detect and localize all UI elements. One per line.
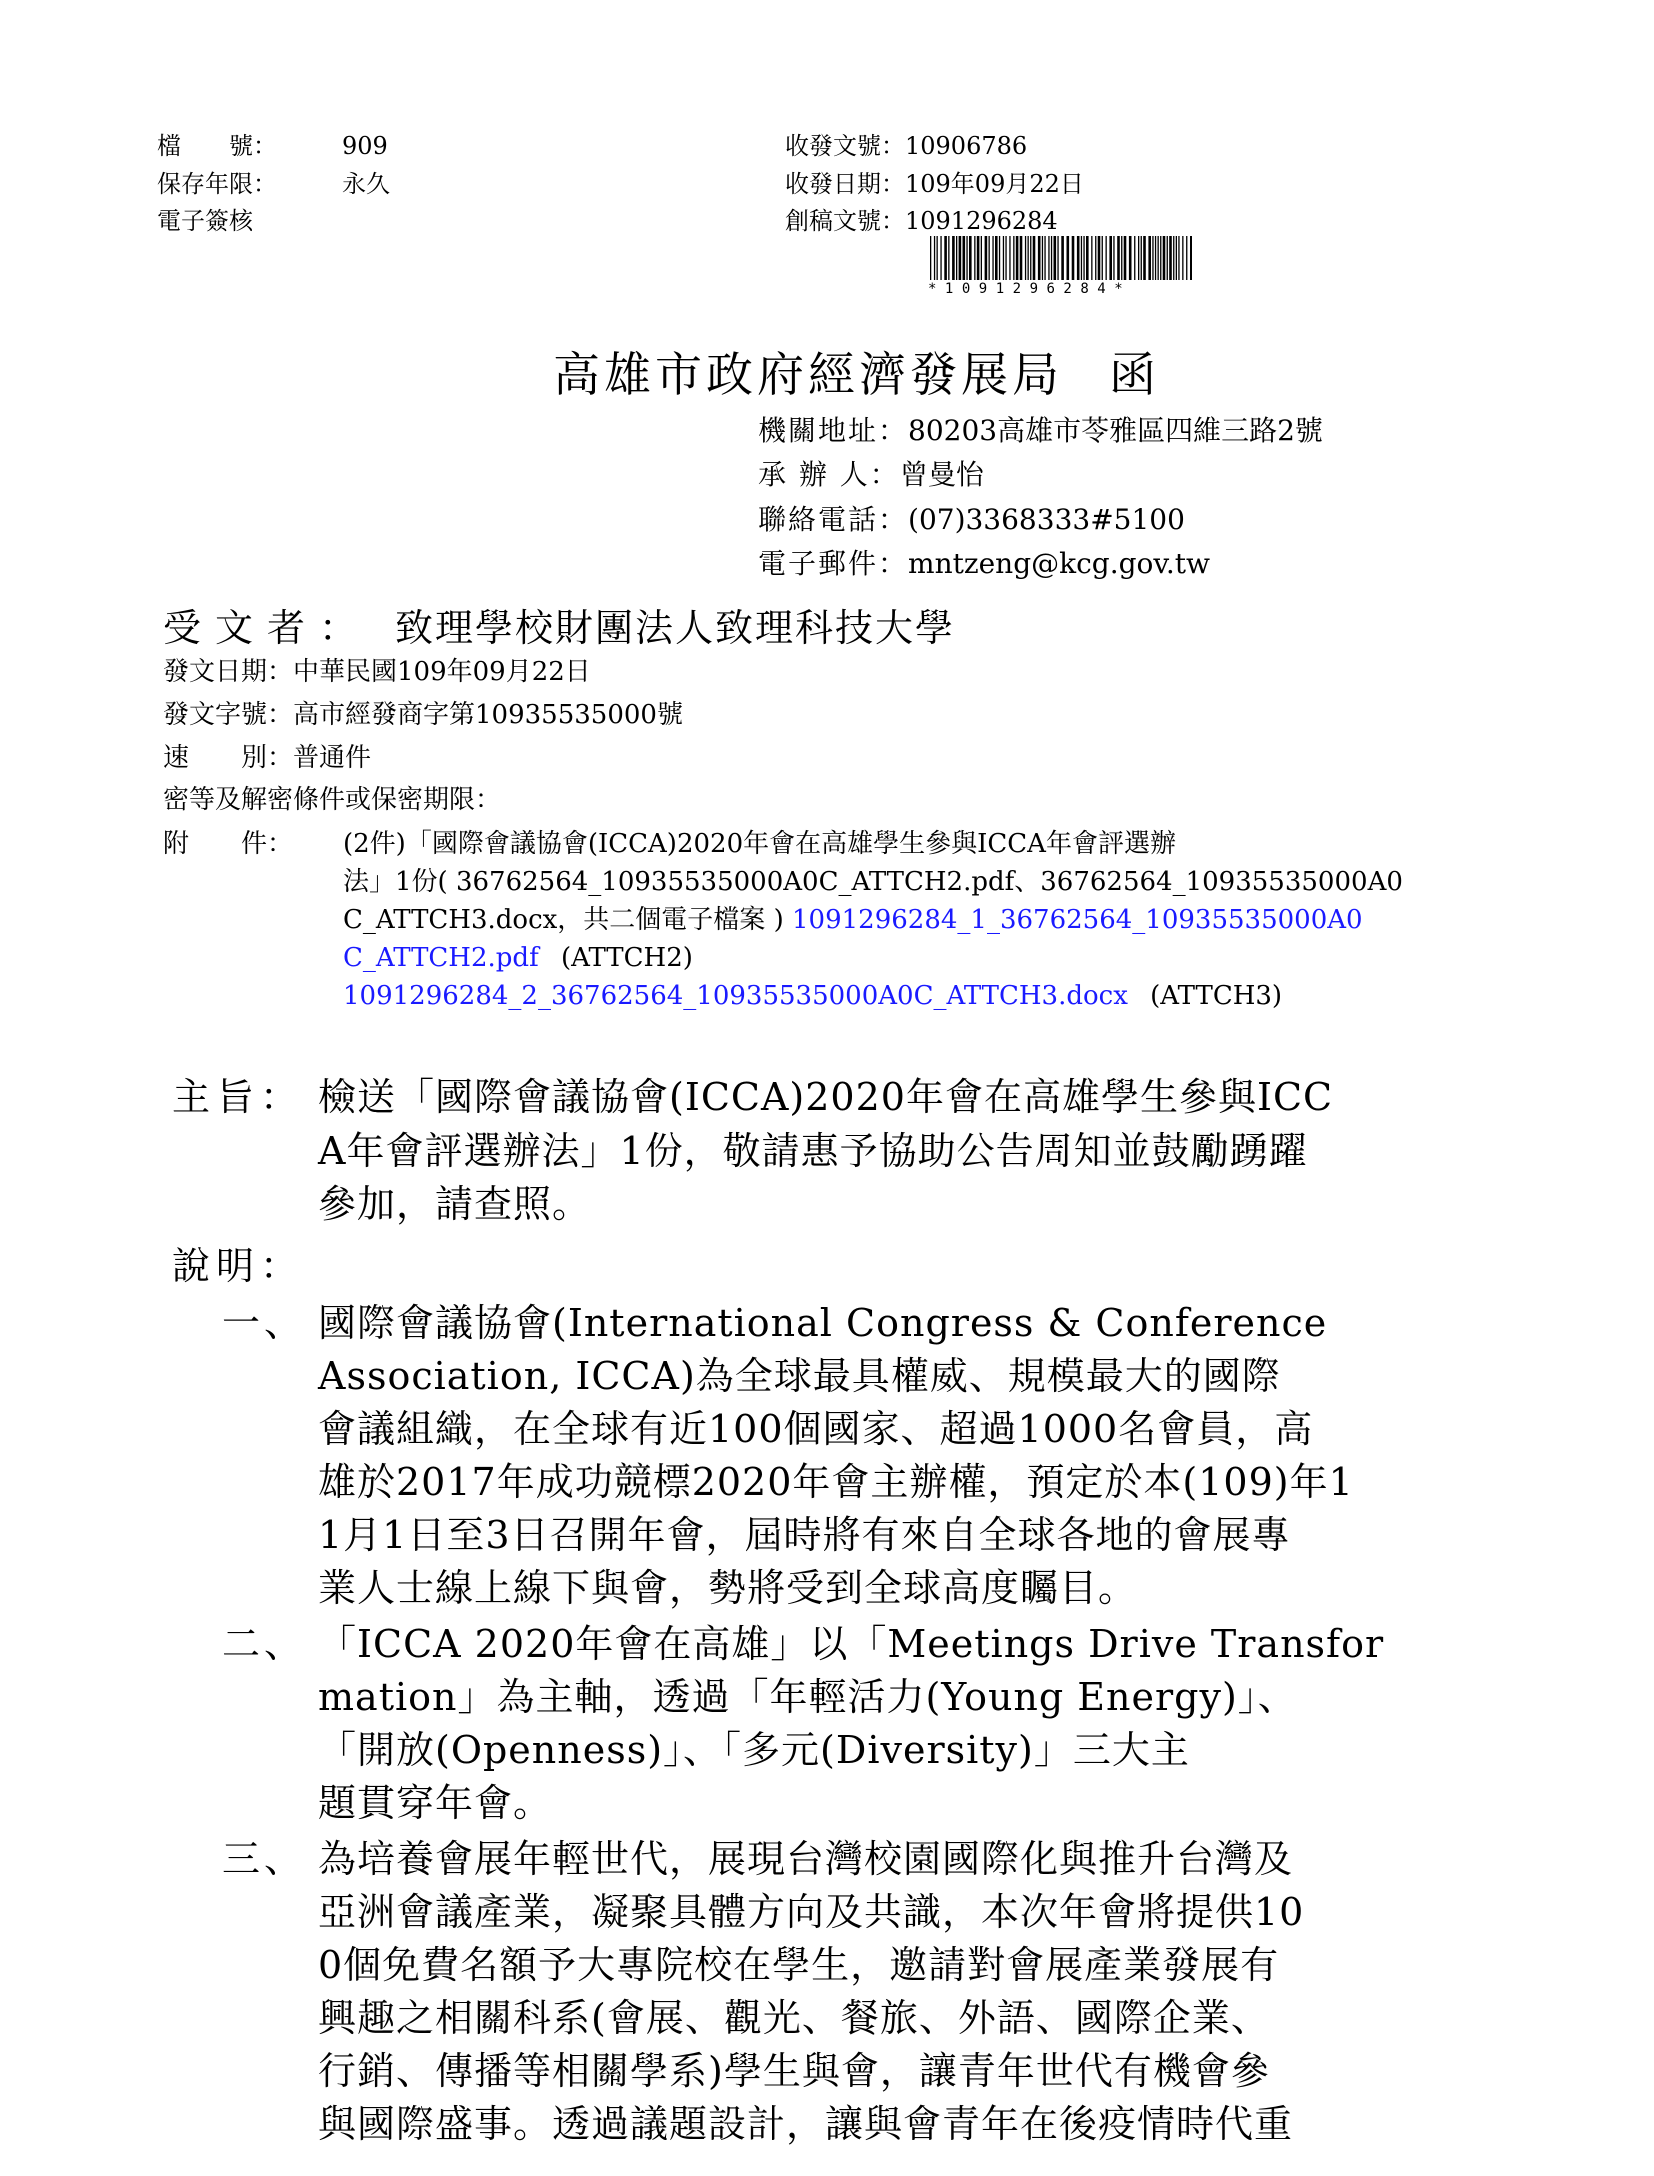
retention-label: 保存年限： (157, 170, 277, 198)
retention-period: 永久 (342, 170, 390, 198)
attachment-desc-line (343, 901, 1363, 939)
item-number: 二、 (222, 1622, 307, 1666)
email-label: 電子郵件： (758, 547, 909, 580)
address-row (758, 409, 1323, 453)
item-line: 行銷、傳播等相關學系)學生與會，讓青年世代有機會參 (318, 2049, 1270, 2093)
speed-row (163, 740, 371, 776)
recipient-name: 致理學校財團法人致理科技大學 (395, 606, 956, 650)
file-number-label: 檔 號： (157, 132, 277, 160)
issue-number: 高市經發商字第10935535000號 (293, 700, 683, 730)
agency-name: 高雄市政府經濟發展局 (553, 348, 1063, 403)
item-line: 業人士線上線下與會，勢將受到全球高度矚目。 (318, 1566, 1138, 1610)
item-line: 興趣之相關科系(會展、觀光、餐旅、外語、國際企業、 (318, 1996, 1270, 2040)
item-line: 雄於2017年成功競標2020年會主辦權，預定於本(109)年1 (318, 1460, 1354, 1504)
barcode-text: *1091296284* (928, 281, 1132, 297)
receive-number-row (785, 128, 1027, 164)
email-address: mntzeng@kcg.gov.tw (908, 547, 1210, 580)
receive-number: 10906786 (905, 132, 1028, 160)
email-row (758, 542, 1210, 586)
issue-number-row (163, 697, 683, 733)
recipient-label: 受文者： (163, 606, 372, 650)
gist-line: 參加，請查照。 (318, 1182, 592, 1226)
address-label: 機關地址： (758, 414, 909, 447)
item-line: 與國際盛事。透過議題設計，讓與會青年在後疫情時代重 (318, 2102, 1294, 2146)
phone-number: (07)3368333#5100 (908, 503, 1185, 536)
issue-date: 中華民國109年09月22日 (293, 657, 591, 687)
item-line: 題貫穿年會。 (318, 1781, 553, 1825)
speed-label: 速 別： (163, 743, 294, 773)
phone-label: 聯絡電話： (758, 503, 909, 536)
handler-label: 承 辦 人： (758, 458, 900, 491)
draft-number-label: 創稿文號： (785, 207, 905, 235)
attachment-link-line (343, 939, 693, 977)
handler-row (758, 453, 984, 497)
issue-date-row (163, 654, 591, 690)
explanation-label: 說明： (172, 1244, 305, 1288)
item-line: mation」為主軸，透過「年輕活力(Young Energy)」、 (318, 1675, 1297, 1719)
receive-date: 109年09月22日 (905, 170, 1084, 198)
gist-line: 檢送「國際會議協會(ICCA)2020年會在高雄學生參與ICC (318, 1075, 1334, 1119)
draft-number: 1091296284 (905, 207, 1058, 235)
item-line: 亞洲會議產業，凝聚具體方向及共識，本次年會將提供10 (318, 1890, 1305, 1934)
secrecy-row (163, 782, 501, 818)
attachment-tag-2: (ATTCH3) (1150, 981, 1283, 1011)
receive-date-label: 收發日期： (785, 170, 905, 198)
item-number: 一、 (222, 1301, 307, 1345)
handler-name: 曾曼怡 (899, 458, 984, 491)
item-line: 會議組織，在全球有近100個國家、超過1000名會員，高 (318, 1407, 1314, 1451)
recipient-row (163, 597, 955, 652)
retention-row (157, 166, 390, 202)
gist-label: 主旨： (172, 1075, 305, 1119)
item-line: 「開放(Openness)」、「多元(Diversity)」三大主 (318, 1728, 1190, 1772)
secrecy-label: 密等及解密條件或保密期限： (163, 785, 502, 815)
e-sign-label: 電子簽核 (157, 207, 253, 235)
item-line: 為培養會展年輕世代，展現台灣校園國際化與推升台灣及 (318, 1837, 1294, 1881)
attachment-link-2[interactable]: 1091296284_2_36762564_10935535000A0C_ATTCH3.docx (343, 981, 1128, 1011)
attachment-link-line (343, 977, 1282, 1015)
attachment-link-1-cont[interactable]: C_ATTCH2.pdf (343, 943, 539, 973)
phone-row (758, 498, 1185, 542)
item-line: Association, ICCA)為全球最具權威、規模最大的國際 (318, 1354, 1281, 1398)
draft-number-row (785, 203, 1058, 239)
address: 80203高雄市苓雅區四維三路2號 (908, 414, 1323, 447)
attachment-desc-text: C_ATTCH3.docx，共二個電子檔案 ) (343, 905, 784, 935)
attachment-label-row (163, 825, 293, 863)
item-line: 0個免費名額予大專院校在學生，邀請對會展產業發展有 (318, 1943, 1280, 1987)
speed-value: 普通件 (293, 743, 372, 773)
e-sign-row (157, 203, 253, 239)
item-line: 「ICCA 2020年會在高雄」以「Meetings Drive Transfor (318, 1622, 1385, 1666)
receive-number-label: 收發文號： (785, 132, 905, 160)
gist-line: A年會評選辦法」1份，敬請惠予協助公告周知並鼓勵踴躍 (318, 1129, 1308, 1173)
attachment-link-1[interactable]: 1091296284_1_36762564_10935535000A0 (791, 905, 1363, 935)
barcode (930, 236, 1192, 280)
document-type: 函 (1109, 348, 1160, 403)
attachment-tag-1: (ATTCH2) (560, 943, 693, 973)
document-title (553, 338, 1160, 405)
attachment-label: 附 件： (163, 829, 294, 859)
item-line: 1月1日至3日召開年會，屆時將有來自全球各地的會展專 (318, 1513, 1291, 1557)
item-number: 三、 (222, 1837, 307, 1881)
file-number: 909 (342, 132, 388, 160)
issue-date-label: 發文日期： (163, 657, 294, 687)
item-line: 國際會議協會(International Congress & Conference (318, 1301, 1328, 1345)
attachment-desc-line: (2件)「國際會議協會(ICCA)2020年會在高雄學生參與ICCA年會評選辦 (343, 829, 1176, 859)
attachment-desc-line: 法」1份( 36762564_10935535000A0C_ATTCH2.pdf、36762564_10935535000A0 (343, 867, 1403, 897)
receive-date-row (785, 166, 1084, 202)
issue-number-label: 發文字號： (163, 700, 294, 730)
file-number-row (157, 128, 388, 164)
